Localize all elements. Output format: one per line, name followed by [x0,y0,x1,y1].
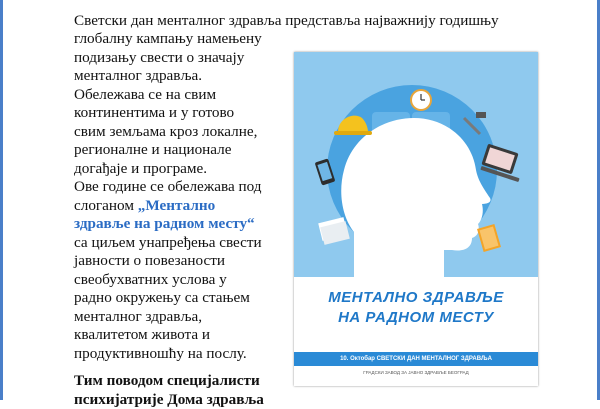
poster-title: НА РАДНОМ МЕСТУ [294,308,538,327]
text-line: Ове године се обележава под [74,178,279,197]
slogan-text: „Ментално [138,197,215,214]
intro-line: Светски дан менталног здравља представља најважнију годишњу [74,12,499,31]
clock-icon [411,90,431,110]
text-line: Обележава се на свим [74,86,279,105]
slogan-text: здравље на радном месту“ [74,215,279,234]
text-line: менталног здравља, [74,308,279,327]
text-line: догађаје и програме. [74,160,279,179]
text-line: континентима и у готово [74,104,279,123]
text-line: радно окружењу са стањем [74,289,279,308]
poster-image [294,52,538,386]
text-line: менталног здравља. [74,67,279,86]
body-paragraph [74,30,279,363]
poster-title: МЕНТАЛНО ЗДРАВЉЕ [294,288,538,307]
text-line: регионалне и национале [74,141,279,160]
text-line: подизању свести о значају [74,49,279,68]
text-line: јавности о повезаности [74,252,279,271]
bold-paragraph [74,372,314,409]
text-line: глобалну кампању намењену [74,30,279,49]
poster-illustration [294,52,538,386]
poster-date-band: 10. Октобар СВЕТСКИ ДАН МЕНТАЛНОГ ЗДРАВЉА [294,352,538,366]
text-line: продуктивношћу на послу. [74,345,279,364]
text-line: Тим поводом специјалисти [74,372,314,391]
text-line: са циљем унапређења свести [74,234,279,253]
text-line [74,197,279,216]
slogan-lead: слоганом [74,197,134,214]
text-line: квалитетом живота и [74,326,279,345]
poster-footer: ГРАДСКИ ЗАВОД ЗА ЈАВНО ЗДРАВЉЕ БЕОГРАД [294,370,538,375]
text-line: свим земљама кроз локалне, [74,123,279,142]
text-line: свеобухватних услова у [74,271,279,290]
text-line: психијатрије Дома здравља [74,391,314,409]
